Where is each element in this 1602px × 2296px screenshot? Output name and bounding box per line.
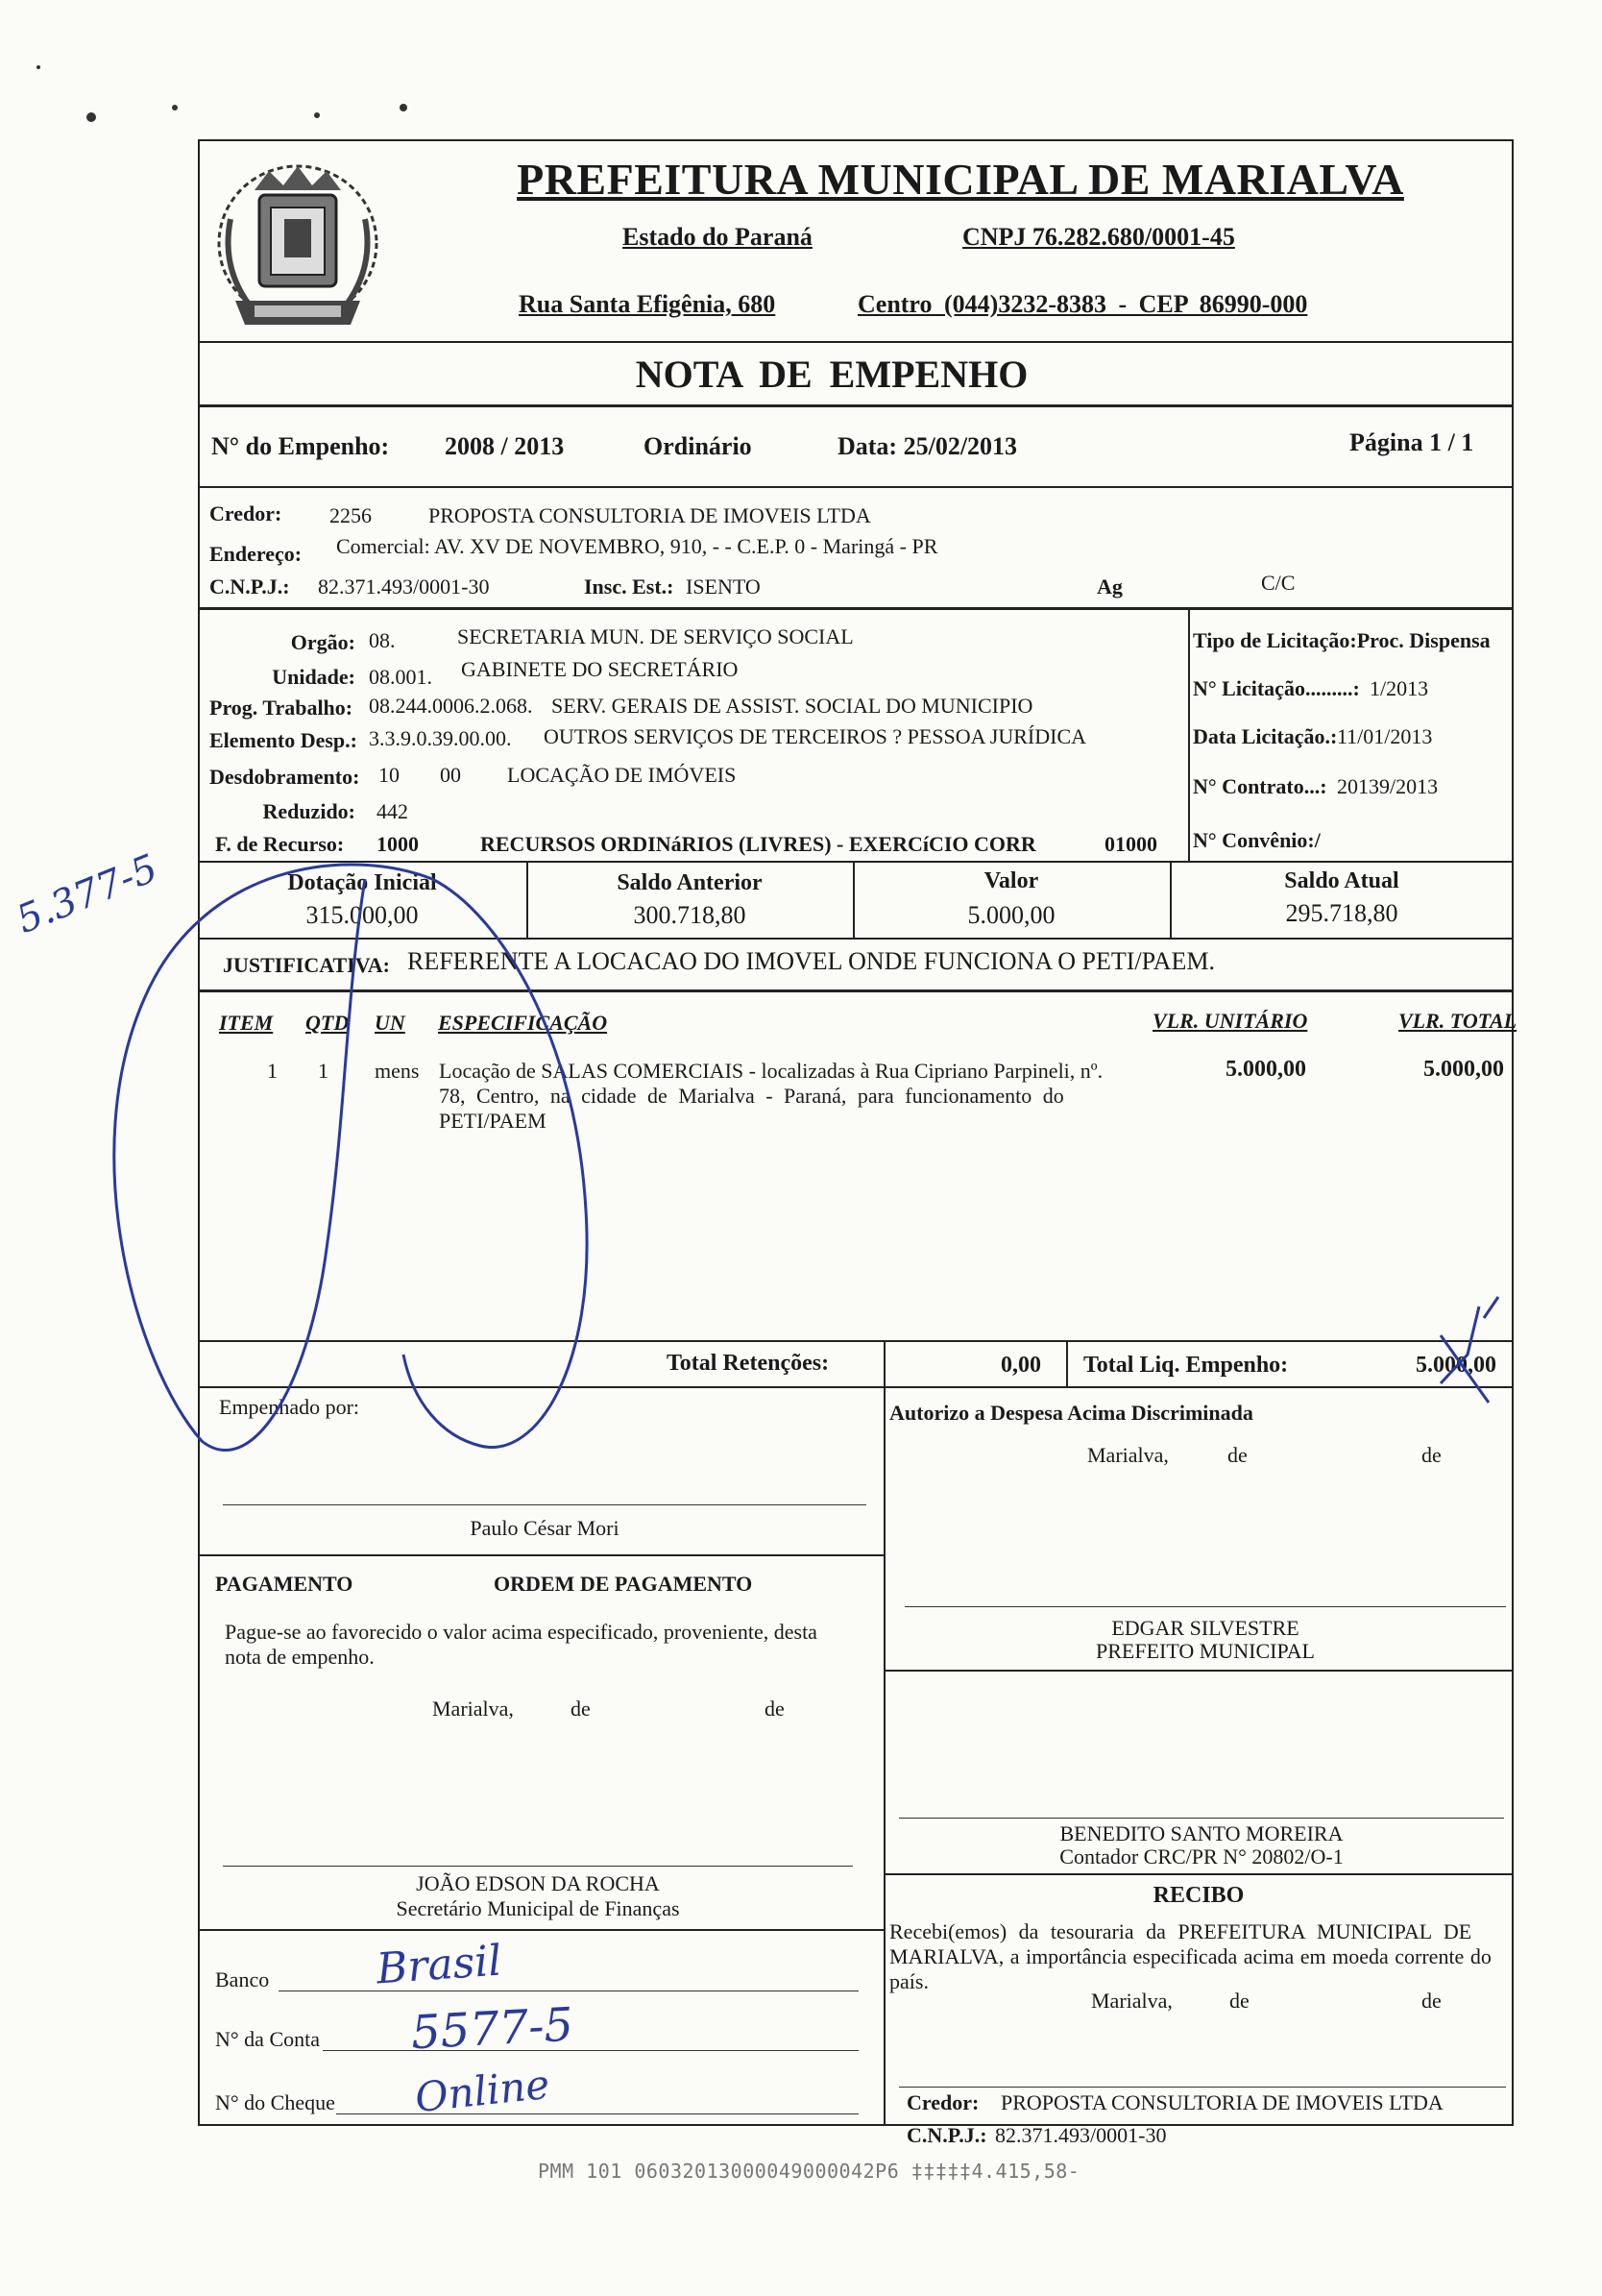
saldo-atual-label: Saldo Atual (1284, 868, 1399, 893)
recibo-text-2: MARIALVA, a importância especificada acima em moeda corrente do (889, 1944, 1492, 1968)
credor-label: Credor: (209, 501, 282, 525)
empenhado-name: Paulo César Mori (470, 1516, 619, 1540)
elemento-code: 3.3.9.0.39.00.00. (369, 726, 512, 750)
total-liq-label: Total Liq. Empenho: (1083, 1353, 1289, 1378)
col-header-item: ITEM (219, 1011, 274, 1035)
recibo-text-1: Recebi(emos) da tesouraria da PREFEITURA MUNICIPAL DE (889, 1919, 1472, 1943)
fonte-name: RECURSOS ORDINáRIOS (LIVRES) - EXERCíCIO CORR (480, 832, 1036, 856)
unidade-name: GABINETE DO SECRETÁRIO (461, 657, 739, 681)
autorizo-de-2: de (1421, 1443, 1442, 1467)
page-number: Página 1 / 1 (1349, 428, 1474, 456)
reduzido-value: 442 (376, 799, 408, 823)
contador-role: Contador CRC/PR N° 20802/O-1 (1059, 1844, 1344, 1869)
justificativa-text: REFERENTE A LOCACAO DO IMOVEL ONDE FUNCIONA O PETI/PAEM. (407, 947, 1215, 975)
elemento-name: OUTROS SERVIÇOS DE TERCEIROS ? PESSOA JURÍDICA (544, 724, 1087, 748)
recibo-credor-label: Credor: (907, 2090, 980, 2114)
desdobramento-code-1: 10 (378, 763, 400, 787)
saldo-anterior-label: Saldo Anterior (617, 870, 763, 895)
col-header-un: UN (375, 1011, 405, 1035)
row-spec-line-3: PETI/PAEM (439, 1109, 546, 1133)
address-contact: Centro (044)3232-8383 - CEP 86990-000 (858, 290, 1308, 318)
row-total-value: 5.000,00 (1423, 1057, 1504, 1082)
empenhado-label: Empenhado por: (219, 1395, 360, 1419)
prog-label: Prog. Trabalho: (209, 696, 353, 720)
address-street: Rua Santa Efigênia, 680 (519, 290, 776, 318)
col-header-qtd: QTD (305, 1011, 350, 1035)
account-label: C/C (1261, 571, 1296, 595)
licitacao-number-label: N° Licitação.........: (1193, 676, 1360, 700)
pagamento-text-1: Pague-se ao favorecido o valor acima especificado, proveniente, desta (225, 1620, 817, 1644)
recibo-cnpj-label: C.N.P.J.: (907, 2123, 987, 2147)
row-un: mens (375, 1059, 420, 1083)
col-header-total: VLR. TOTAL (1398, 1009, 1517, 1033)
page-title: PREFEITURA MUNICIPAL DE MARIALVA (517, 155, 1404, 204)
autorizo-de-1: de (1227, 1443, 1248, 1467)
saldo-atual-value: 295.718,80 (1285, 899, 1398, 927)
recibo-de-1: de (1229, 1989, 1250, 2013)
desdobramento-code-2: 00 (440, 763, 461, 787)
dotacao-inicial-value: 315.000,00 (305, 901, 419, 929)
dotacao-inicial-label: Dotação Inicial (287, 870, 437, 895)
elemento-label: Elemento Desp.: (209, 728, 357, 752)
fonte-number: 01000 (1104, 832, 1157, 856)
empenho-date: Data: 25/02/2013 (837, 432, 1018, 460)
recibo-title: RECIBO (1153, 1883, 1245, 1908)
contador-name: BENEDITO SANTO MOREIRA (1059, 1821, 1344, 1845)
cnpj-credor-label: C.N.P.J.: (209, 574, 290, 598)
pagamento-label: PAGAMENTO (215, 1572, 353, 1596)
autorizo-label: Autorizo a Despesa Acima Discriminada (889, 1401, 1253, 1425)
licitacao-date: 11/01/2013 (1337, 724, 1433, 748)
contrato-label: N° Contrato...: (1193, 774, 1327, 798)
document-title: NOTA DE EMPENHO (635, 353, 1029, 396)
fonte-label: F. de Recurso: (215, 832, 345, 856)
secretario-role: Secretário Municipal de Finanças (396, 1896, 680, 1920)
desdobramento-name: LOCAÇÃO DE IMÓVEIS (507, 763, 737, 787)
justificativa-label: JUSTIFICATIVA: (223, 953, 391, 977)
autorizo-city: Marialva, (1087, 1443, 1169, 1467)
licitacao-number: 1/2013 (1370, 676, 1429, 700)
conta-label: N° da Conta (215, 2027, 321, 2051)
margin-handwritten-note: 5.377-5 (10, 845, 164, 943)
convenio-label: N° Convênio:/ (1193, 828, 1321, 852)
orgao-label: Orgão: (290, 630, 355, 654)
row-spec-line-2: 78, Centro, na cidade de Marialva - Paraná, para funcionamento do (439, 1084, 1064, 1108)
pagamento-de-2: de (765, 1697, 785, 1721)
orgao-name: SECRETARIA MUN. DE SERVIÇO SOCIAL (457, 624, 854, 648)
empenho-number-label: N° do Empenho: (211, 432, 390, 460)
unidade-label: Unidade: (272, 665, 355, 689)
endereco-label: Endereço: (209, 542, 303, 566)
cnpj-credor-value: 82.371.493/0001-30 (318, 574, 490, 598)
cheque-handwritten: Online (412, 2060, 552, 2122)
footer-stamp: PMM 101 06032013000049000042P6 ‡‡‡‡‡4.415,58- (538, 2160, 1080, 2183)
row-spec-line-1: Locação de SALAS COMERCIAIS - localizadas à Rua Cipriano Parpineli, nº. (439, 1059, 1104, 1083)
row-qtd: 1 (318, 1059, 328, 1083)
recibo-de-2: de (1421, 1989, 1442, 2013)
credor-name: PROPOSTA CONSULTORIA DE IMOVEIS LTDA (428, 503, 871, 527)
prog-name: SERV. GERAIS DE ASSIST. SOCIAL DO MUNICIPIO (551, 694, 1033, 718)
recibo-cnpj-value: 82.371.493/0001-30 (995, 2123, 1167, 2147)
prefeito-role: PREFEITO MUNICIPAL (1096, 1639, 1315, 1663)
pagamento-text-2: nota de empenho. (225, 1645, 375, 1669)
endereco-value: Comercial: AV. XV DE NOVEMBRO, 910, - - C.E.P. 0 - Maringá - PR (336, 534, 938, 558)
total-retencoes-label: Total Retenções: (667, 1351, 830, 1376)
recibo-credor-value: PROPOSTA CONSULTORIA DE IMOVEIS LTDA (1001, 2090, 1444, 2114)
empenho-type: Ordinário (643, 432, 752, 460)
pagamento-city: Marialva, (432, 1697, 514, 1721)
col-header-unit: VLR. UNITÁRIO (1153, 1009, 1308, 1033)
prefeito-name: EDGAR SILVESTRE (1111, 1616, 1299, 1640)
prog-code: 08.244.0006.2.068. (369, 694, 533, 718)
total-liq-value: 5.000,00 (1416, 1353, 1496, 1378)
banco-label: Banco (215, 1967, 270, 1991)
desdobramento-label: Desdobramento: (209, 765, 360, 789)
credor-code: 2256 (329, 503, 372, 527)
conta-handwritten: 5577-5 (409, 1997, 575, 2061)
licitacao-date-label: Data Licitação.: (1193, 724, 1338, 748)
col-header-spec: ESPECIFICAÇÃO (438, 1011, 608, 1035)
reduzido-label: Reduzido: (262, 799, 355, 823)
row-unit-value: 5.000,00 (1226, 1057, 1306, 1082)
state-label: Estado do Paraná (622, 223, 813, 251)
saldo-anterior-value: 300.718,80 (633, 901, 746, 929)
row-item: 1 (267, 1059, 278, 1083)
insc-value: ISENTO (686, 574, 761, 598)
valor-label: Valor (983, 868, 1039, 893)
banco-handwritten: Brasil (375, 1936, 503, 1994)
valor-value: 5.000,00 (967, 901, 1056, 929)
agency-label: Ag (1097, 574, 1123, 598)
total-retencoes-value: 0,00 (1001, 1353, 1041, 1378)
cnpj-label: CNPJ 76.282.680/0001-45 (962, 223, 1235, 251)
orgao-code: 08. (369, 628, 396, 652)
tipo-licitacao: Tipo de Licitação:Proc. Dispensa (1193, 628, 1491, 652)
insc-label: Insc. Est.: (584, 574, 674, 598)
fonte-code: 1000 (376, 832, 419, 856)
contrato-value: 20139/2013 (1337, 774, 1439, 798)
secretario-name: JOÃO EDSON DA ROCHA (416, 1871, 660, 1895)
empenho-number: 2008 / 2013 (445, 432, 565, 460)
cheque-label: N° do Cheque (215, 2090, 335, 2114)
unidade-code: 08.001. (369, 665, 432, 689)
recibo-city: Marialva, (1091, 1989, 1173, 2013)
recibo-text-3: país. (889, 1969, 929, 1993)
ordem-pagamento-label: ORDEM DE PAGAMENTO (494, 1572, 753, 1596)
pagamento-de-1: de (570, 1697, 591, 1721)
